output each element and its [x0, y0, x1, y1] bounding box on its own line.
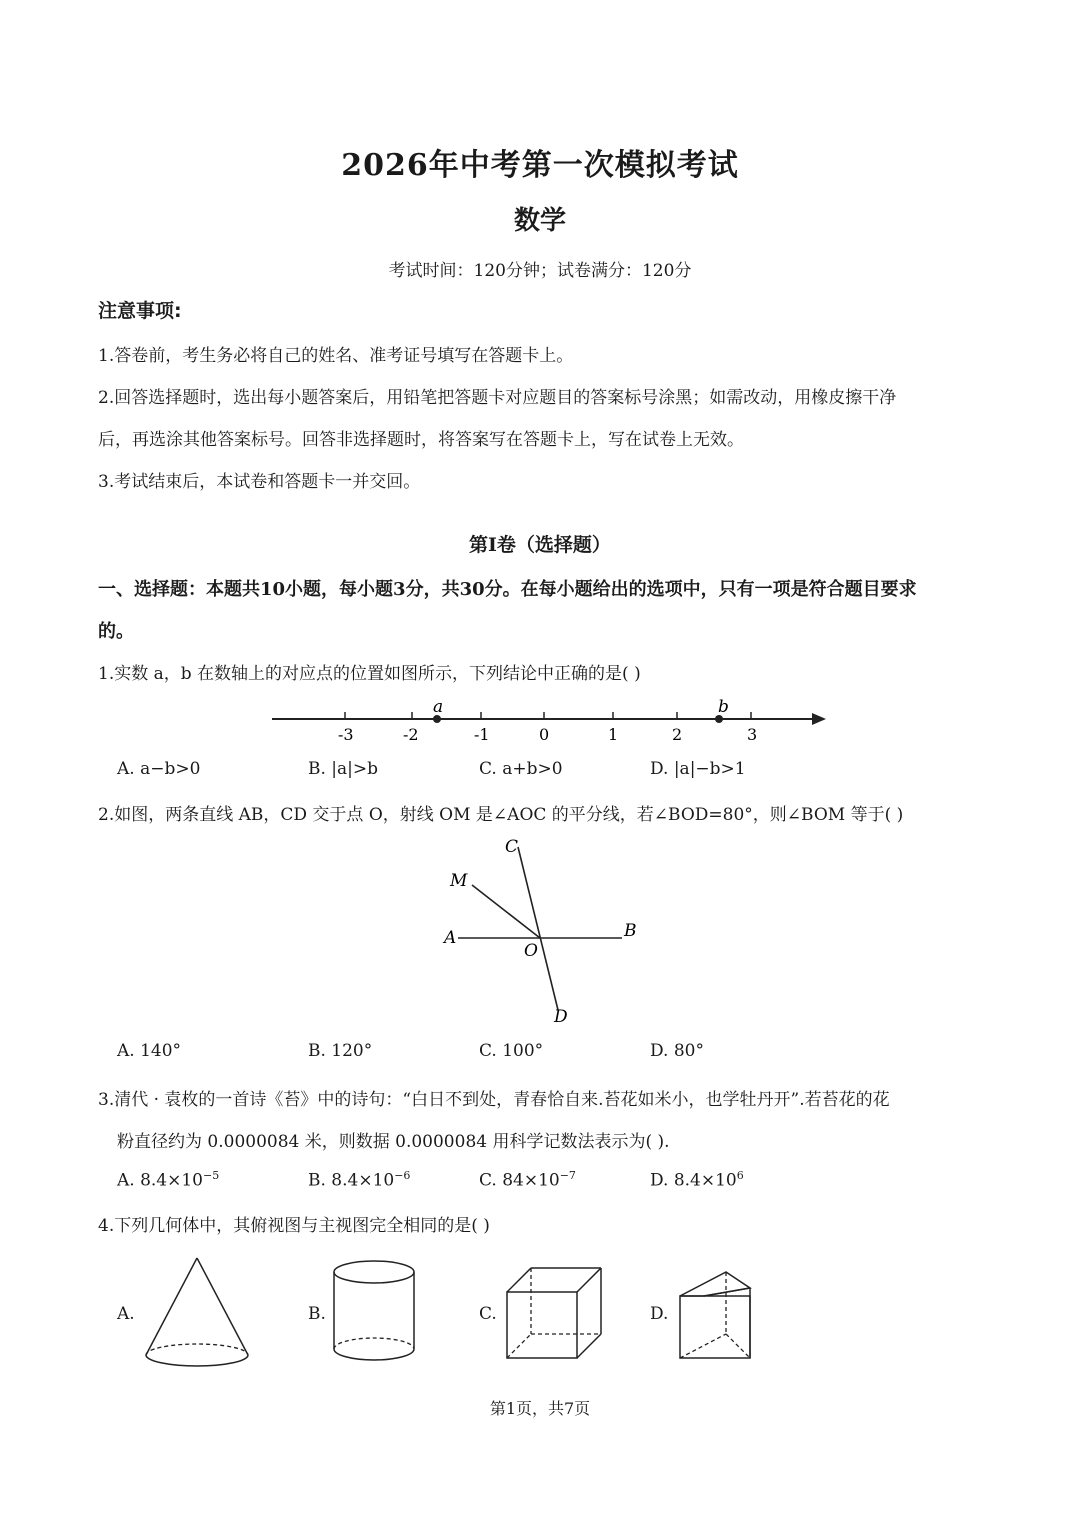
label-O: O [524, 941, 538, 961]
notice-heading: 注意事项: [98, 300, 182, 322]
q2-angle-figure [430, 832, 650, 1032]
subject-title: 数学 [513, 206, 566, 236]
q3-stem-2: 粉直径约为 0.0000084 米，则数据 0.0000084 用科学记数法表示为( ). [117, 1132, 670, 1152]
notice-item-2-cont: 后，再选涂其他答案标号。回答非选择题时，将答案写在答题卡上，写在试卷上无效。 [98, 430, 744, 450]
label-B: B [624, 921, 637, 941]
exam-title: 2026年中考第一次模拟考试 [341, 148, 739, 183]
axis-label: -3 [338, 725, 354, 744]
page-number: 第1页，共7页 [489, 1399, 591, 1418]
section-title: 第I卷（选择题） [469, 534, 611, 556]
q3-option-d: D. $8.4\times 10^6$ [650, 1169, 744, 1191]
cylinder-icon [328, 1258, 422, 1370]
q1-option-c: C. a+b>0 [479, 759, 563, 779]
q1-option-b: B. |a|>b [308, 759, 379, 779]
axis-label: 1 [608, 725, 619, 744]
label-C: C [505, 837, 519, 857]
axis-label: -1 [474, 725, 490, 744]
label-M: M [450, 871, 468, 891]
label-D: D [554, 1007, 568, 1027]
notice-item-1: 1.答卷前，考生务必将自己的姓名、准考证号填写在答题卡上。 [98, 346, 574, 366]
q3-option-a: A. $8.4\times 10^{-5}$ [117, 1169, 220, 1191]
notice-item-3: 3.考试结束后，本试卷和答题卡一并交回。 [98, 472, 421, 492]
point-b-label: b [718, 697, 729, 717]
q1-number-line [260, 692, 840, 748]
q1-option-a: A. a−b>0 [117, 759, 201, 779]
q4-option-d-label: D. [650, 1304, 669, 1324]
section-instruction-2: 的。 [98, 621, 134, 642]
axis-label: 2 [672, 725, 683, 744]
q2-option-d: D. 80° [650, 1041, 704, 1061]
section-instruction-1: 一、选择题：本题共10小题，每小题3分，共30分。在每小题给出的选项中，只有一项是符合题目要求 [98, 579, 917, 600]
cube-icon [503, 1264, 605, 1362]
axis-label: -2 [403, 725, 419, 744]
q4-option-a-label: A. [117, 1304, 135, 1324]
point-a-label: a [433, 697, 444, 717]
q4-stem: 4.下列几何体中，其俯视图与主视图完全相同的是( ) [98, 1216, 490, 1236]
q2-option-c: C. 100° [479, 1041, 544, 1061]
cone-icon [140, 1255, 256, 1375]
label-A: A [444, 928, 457, 948]
exam-meta: 考试时间：120分钟；试卷满分：120分 [388, 261, 692, 281]
q4-option-b-label: B. [308, 1304, 326, 1324]
q2-option-a: A. 140° [117, 1041, 182, 1061]
q1-stem: 1.实数 a，b 在数轴上的对应点的位置如图所示，下列结论中正确的是( ) [98, 664, 641, 684]
notice-item-2: 2.回答选择题时，选出每小题答案后，用铅笔把答题卡对应题目的答案标号涂黑；如需改动，用橡皮擦干净 [98, 388, 897, 408]
axis-label: 0 [539, 725, 550, 744]
q3-stem-1: 3.清代 · 袁枚的一首诗《苔》中的诗句：“白日不到处，青春恰自来.苔花如米小，也学牡丹开”.若苔花的花 [98, 1090, 890, 1110]
q4-option-c-label: C. [479, 1304, 497, 1324]
q2-option-b: B. 120° [308, 1041, 373, 1061]
q2-stem: 2.如图，两条直线 AB，CD 交于点 O，射线 OM 是∠AOC 的平分线，若∠BOD=80°，则∠BOM 等于( ) [98, 805, 904, 825]
q1-option-d: D. |a|−b>1 [650, 759, 746, 779]
axis-label: 3 [747, 725, 758, 744]
triangular-prism-icon [676, 1268, 756, 1362]
q3-option-b: B. $8.4\times 10^{-6}$ [308, 1169, 411, 1191]
q3-option-c: C. $84\times 10^{-7}$ [479, 1169, 576, 1191]
